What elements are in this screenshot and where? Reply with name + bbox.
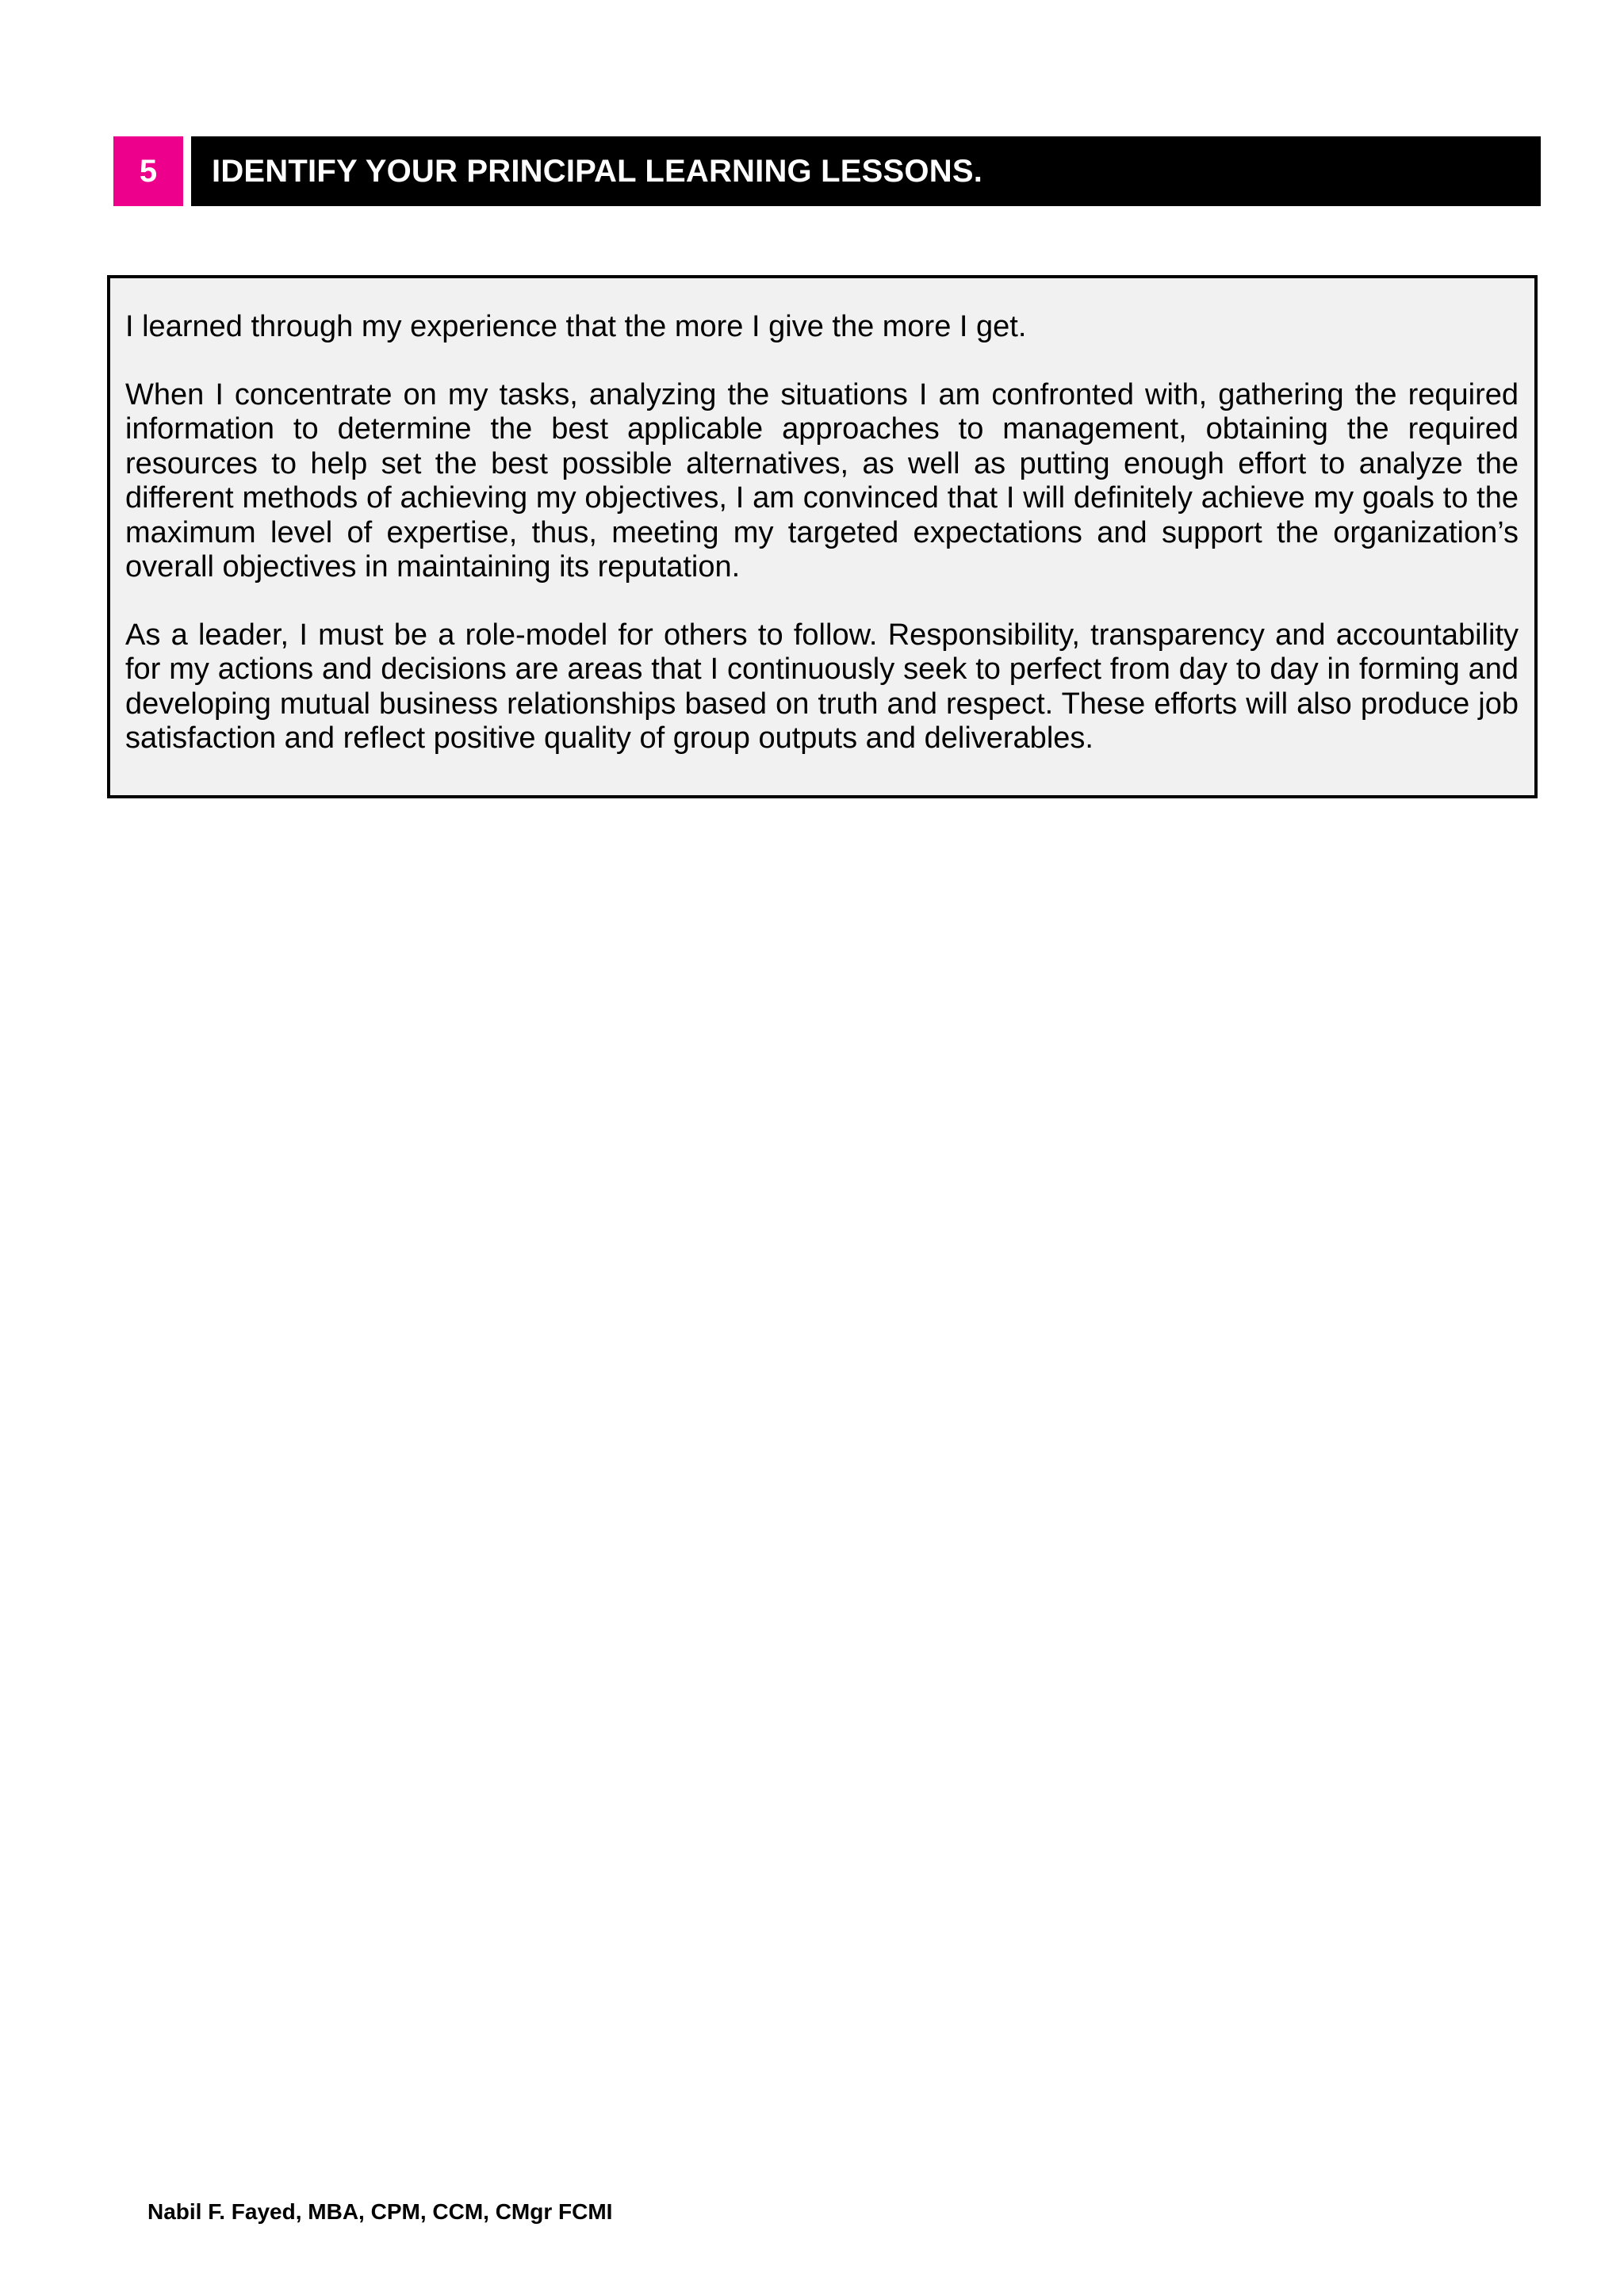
paragraph-3: As a leader, I must be a role-model for others to follow. Responsibility, transparency and accountability for my actions and decisions are areas that I continuously seek to perfect from day to day in forming and developing mutual business relationships based on truth and respect. These efforts will also produce job satisfaction and reflect positive quality of group outputs and deliverables.	[125, 618, 1519, 755]
section-title: IDENTIFY YOUR PRINCIPAL LEARNING LESSONS.	[212, 153, 983, 189]
section-header	[113, 136, 1541, 206]
paragraph-2: When I concentrate on my tasks, analyzing the situations I am confronted with, gathering the required information to determine the best applicable approaches to management, obtaining the required resources to help set the best possible alternatives, as well as putting enough effort to analyze the different methods of achieving my objectives, I am convinced that I will definitely achieve my goals to the maximum level of expertise, thus, meeting my targeted expectations and support the organization’s overall objectives in maintaining its reputation.	[125, 377, 1519, 584]
section-title-bar	[191, 136, 1541, 206]
paragraph-1: I learned through my experience that the more I give the more I get.	[125, 310, 1027, 343]
section-number-badge: 5	[113, 136, 183, 206]
learning-lessons-box	[107, 275, 1538, 798]
footer-author: Nabil F. Fayed, MBA, CPM, CCM, CMgr FCMI	[147, 2199, 613, 2224]
